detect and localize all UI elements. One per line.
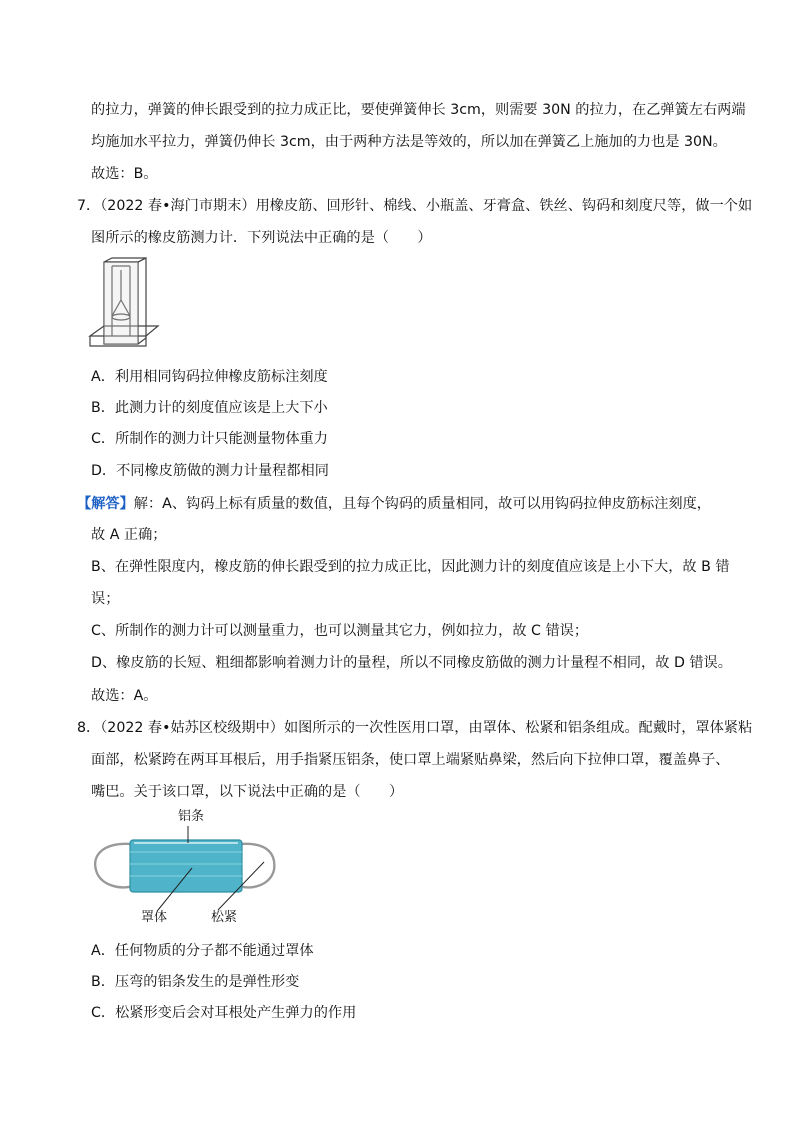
q7-answer-line-1 bbox=[77, 494, 711, 514]
prev-line-1: 的拉力，弹簧的伸长跟受到的拉力成正比，要使弹簧伸长 3cm，则需要 30N 的拉力，在乙弹簧左右两端 bbox=[91, 102, 746, 118]
q7-option-a: A．利用相同钩码拉伸橡皮筋标注刻度 bbox=[91, 369, 328, 385]
q7-figure-rubber-band-meter bbox=[88, 256, 160, 354]
answer-tag: 【解答】 bbox=[77, 496, 134, 512]
q7-answer-a: 解：A、钩码上标有质量的数值，且每个钩码的质量相同，故可以用钩码拉伸皮筋标注刻度， bbox=[133, 496, 711, 512]
q7-answer-a2: 故 A 正确； bbox=[91, 527, 167, 543]
q8-stem-2: 面部，松紧跨在两耳耳根后，用手指紧压铝条，使口罩上端紧贴鼻梁，然后向下拉伸口罩，覆盖鼻子、 bbox=[91, 752, 730, 768]
label-elastic: 松紧 bbox=[211, 910, 238, 925]
q8-option-b: B．压弯的铝条发生的是弹性形变 bbox=[91, 974, 300, 990]
q8-option-c: C．松紧形变后会对耳根处产生弹力的作用 bbox=[91, 1005, 357, 1021]
prev-choice: 故选：B。 bbox=[91, 166, 158, 182]
q8-stem-3: 嘴巴。关于该口罩，以下说法中正确的是（ ） bbox=[91, 784, 404, 800]
q7-option-b: B．此测力计的刻度值应该是上大下小 bbox=[91, 400, 328, 416]
q8-option-a: A．任何物质的分子都不能通过罩体 bbox=[91, 943, 314, 959]
q7-answer-b2: 误； bbox=[91, 591, 120, 607]
q7-option-d: D．不同橡皮筋做的测力计量程都相同 bbox=[91, 463, 329, 479]
prev-line-2: 均施加水平拉力，弹簧仍伸长 3cm，由于两种方法是等效的，所以加在弹簧乙上施加的力也是 30N。 bbox=[91, 134, 727, 150]
q7-answer-b: B、在弹性限度内，橡皮筋的伸长跟受到的拉力成正比，因此测力计的刻度值应该是上小下大，故 B 错 bbox=[91, 559, 730, 575]
q7-answer-c: C、所制作的测力计可以测量重力，也可以测量其它力，例如拉力，故 C 错误； bbox=[91, 623, 589, 639]
right-ear-loop bbox=[240, 844, 274, 888]
label-aluminum-strip: 铝条 bbox=[178, 809, 205, 824]
q7-stem-1: 7．（2022 春•海门市期末）用橡皮筋、回形针、棉线、小瓶盖、牙膏盒、铁丝、钩码和刻度尺等，做一个如 bbox=[77, 198, 753, 214]
q7-answer-d: D、橡皮筋的长短、粗细都影响着测力计的量程，所以不同橡皮筋做的测力计量程不相同，故 D 错误。 bbox=[91, 655, 732, 671]
q7-option-c: C．所制作的测力计只能测量物体重力 bbox=[91, 431, 328, 447]
q7-stem-2: 图所示的橡皮筋测力计．下列说法中正确的是（ ） bbox=[91, 230, 432, 246]
q7-choice: 故选：A。 bbox=[91, 688, 158, 704]
mask-body bbox=[130, 840, 242, 892]
q8-stem-1: 8．（2022 春•姑苏区校级期中）如图所示的一次性医用口罩，由罩体、松紧和铝条组成。配戴时，罩体紧粘 bbox=[77, 720, 753, 736]
left-ear-loop bbox=[95, 844, 132, 888]
label-mask-body: 罩体 bbox=[141, 910, 168, 925]
